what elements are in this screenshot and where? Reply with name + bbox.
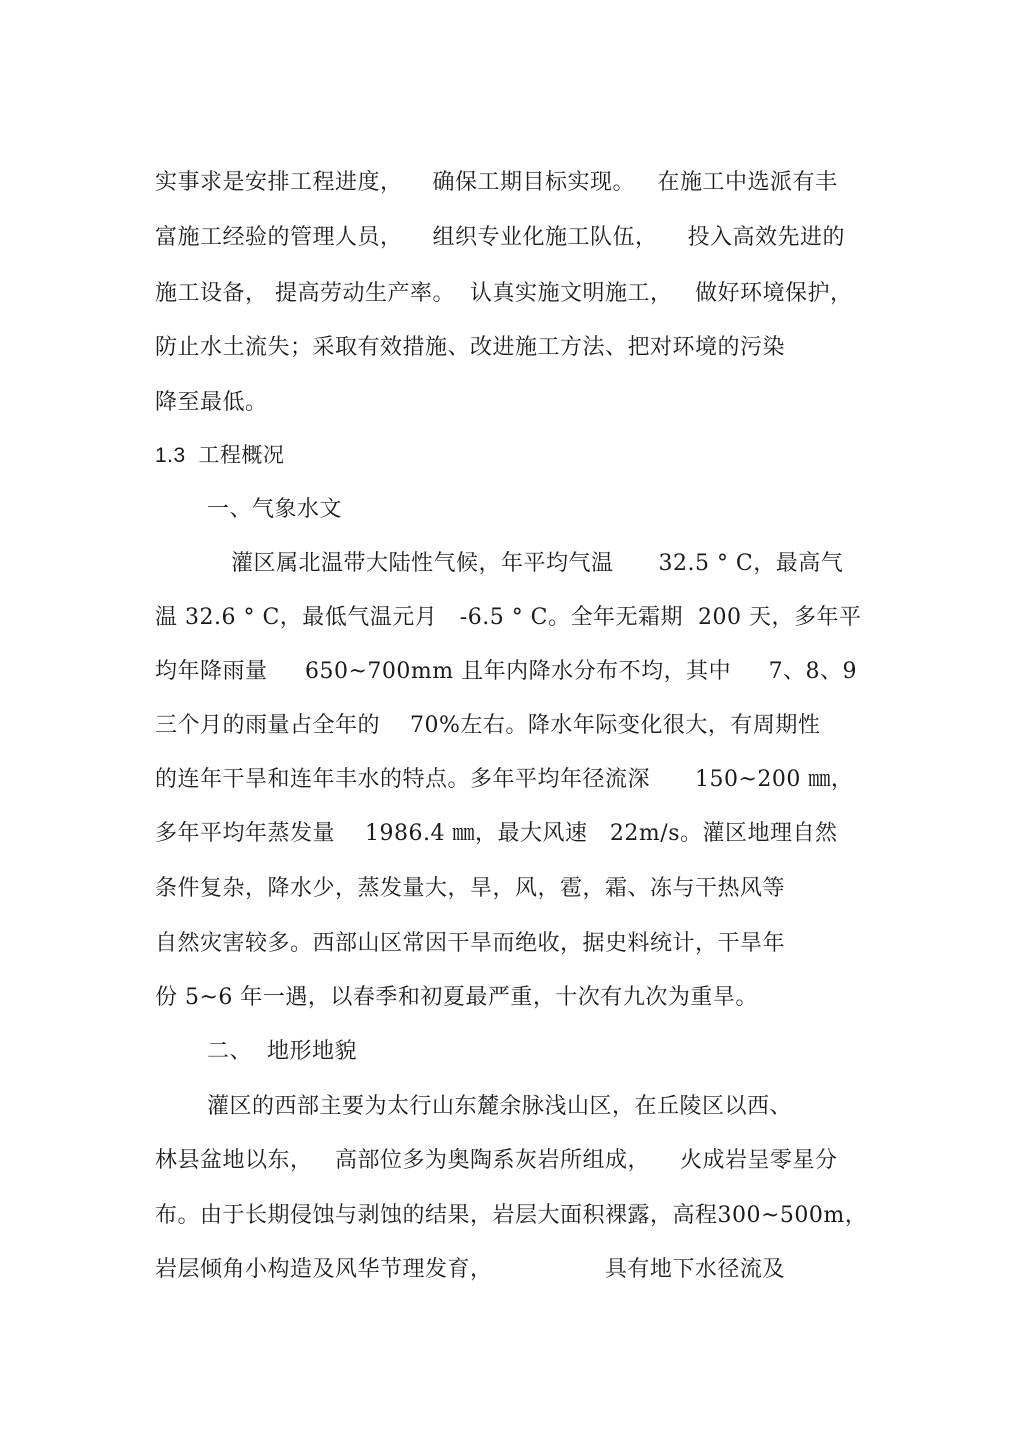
body-text-line: 份 5~6 年一遇，以春季和初夏最严重，十次有九次为重旱。 xyxy=(155,985,758,1010)
body-text-line: 施工设备， 提高劳动生产率。 认真实施文明施工， 做好环境保护， xyxy=(155,281,853,306)
body-text-line: 布。由于长期侵蚀与剥蚀的结果，岩层大面积裸露，高程300~500m， xyxy=(155,1203,868,1228)
body-text-line: 降至最低。 xyxy=(155,390,268,415)
body-text-line: 岩层倾角小构造及风华节理发育， 具有地下水径流及 xyxy=(155,1257,785,1282)
body-text-line: 条件复杂，降水少，蒸发量大，旱，风，雹，霜、冻与干热风等 xyxy=(155,876,786,901)
body-text-line: 灌区属北温带大陆性气候，年平均气温 32.5 ° C，最高气 xyxy=(231,551,844,576)
subsection-heading: 二、 地形地貌 xyxy=(207,1039,357,1064)
body-text-line: 林县盆地以东， 高部位多为奥陶系灰岩所组成， 火成岩呈零星分 xyxy=(155,1148,838,1173)
body-text-line: 多年平均年蒸发量 1986.4 ㎜，最大风速 22m/s。灌区地理自然 xyxy=(155,821,838,846)
body-text-line: 防止水土流失；采取有效措施、改进施工方法、把对环境的污染 xyxy=(155,335,786,360)
body-text-line: 三个月的雨量占全年的 70%左右。降水年际变化很大，有周期性 xyxy=(155,713,821,738)
section-heading: 1.3 工程概况 xyxy=(155,444,285,467)
body-text-line: 温 32.6 ° C，最低气温元月 -6.5 ° C。全年无霜期 200 天，多年平 xyxy=(155,605,862,630)
body-text-line: 自然灾害较多。西部山区常因干旱而绝收，据史料统计，干旱年 xyxy=(155,931,786,956)
body-text-line: 均年降雨量 650~700mm 且年内降水分布不均，其中 7、8、9 xyxy=(155,659,858,684)
body-text-line: 富施工经验的管理人员， 组织专业化施工队伍， 投入高效先进的 xyxy=(155,225,845,250)
body-text-line: 的连年干旱和连年丰水的特点。多年平均年径流深 150~200 ㎜， xyxy=(155,767,854,792)
body-text-line: 灌区的西部主要为太行山东麓余脉浅山区，在丘陵区以西、 xyxy=(207,1094,793,1119)
body-text-line: 实事求是安排工程进度， 确保工期目标实现。 在施工中选派有丰 xyxy=(155,170,838,195)
subsection-heading: 一、气象水文 xyxy=(207,497,343,522)
